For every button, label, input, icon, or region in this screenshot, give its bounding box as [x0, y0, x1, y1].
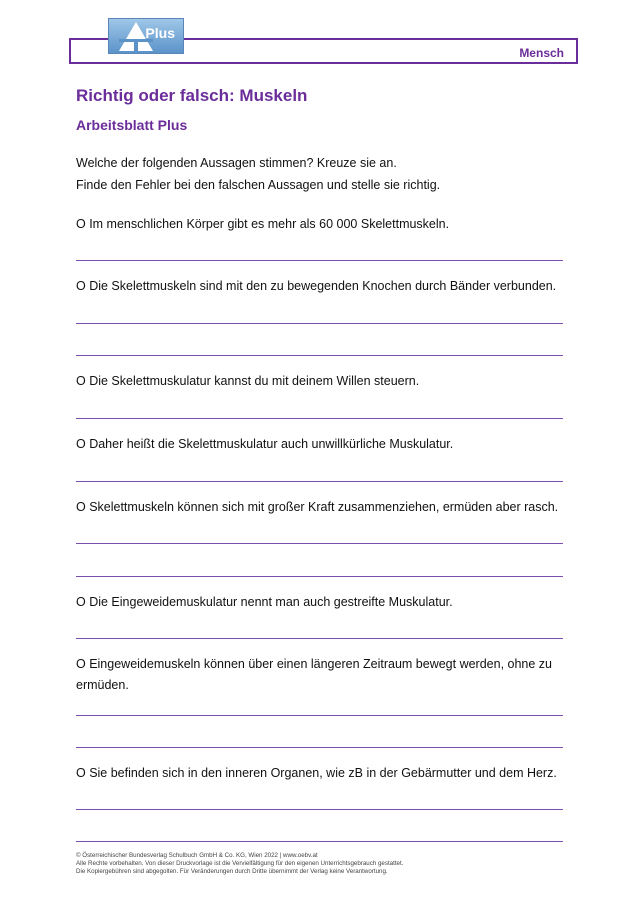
- footer-line: Alle Rechte vorbehalten. Von dieser Druckvorlage ist die Vervielfältigung für den eigenen Unterrichtsgebrauch gestattet.: [76, 860, 404, 867]
- footer-line: Die Kopiergebühren sind abgegolten. Für Veränderungen durch Dritte übernimmt der Verlag keine Verantwortung.: [76, 868, 388, 875]
- answer-line[interactable]: [76, 576, 563, 577]
- logo-stem: [134, 39, 138, 51]
- statement[interactable]: O Die Skelettmuskulatur kannst du mit deinem Willen steuern.: [76, 374, 420, 388]
- plus-logo-icon: [108, 18, 184, 54]
- statement[interactable]: O Im menschlichen Körper gibt es mehr als 60 000 Skelettmuskeln.: [76, 217, 450, 231]
- answer-line[interactable]: [76, 543, 563, 544]
- statement[interactable]: O Skelettmuskeln können sich mit großer Kraft zusammenziehen, ermüden aber rasch.: [76, 500, 559, 514]
- answer-line[interactable]: [76, 355, 563, 356]
- statement[interactable]: O Daher heißt die Skelettmuskulatur auch unwillkürliche Muskulatur.: [76, 437, 454, 451]
- statement[interactable]: O Sie befinden sich in den inneren Organen, wie zB in der Gebärmutter und dem Herz.: [76, 766, 557, 780]
- footer-line: © Österreichischer Bundesverlag Schulbuch GmbH & Co. KG, Wien 2022 | www.oebv.at: [76, 852, 318, 859]
- answer-line[interactable]: [76, 323, 563, 324]
- logo-text: Plus: [145, 25, 175, 41]
- statement[interactable]: O Eingeweidemuskeln können über einen längeren Zeitraum bewegt werden, ohne zu ermüden.: [76, 657, 552, 692]
- instruction-line: Finde den Fehler bei den falschen Aussagen und stelle sie richtig.: [76, 178, 441, 192]
- subject-label: Mensch: [519, 46, 564, 60]
- statement[interactable]: O Die Eingeweidemuskulatur nennt man auch gestreifte Muskulatur.: [76, 595, 453, 609]
- answer-line[interactable]: [76, 481, 563, 482]
- page-title: Richtig oder falsch: Muskeln: [76, 86, 308, 105]
- footer: [76, 852, 403, 876]
- answer-line[interactable]: [76, 638, 563, 639]
- answer-line[interactable]: [76, 841, 563, 842]
- answer-line[interactable]: [76, 260, 563, 261]
- instruction-line: Welche der folgenden Aussagen stimmen? Kreuze sie an.: [76, 156, 397, 170]
- statement[interactable]: O Die Skelettmuskeln sind mit den zu bewegenden Knochen durch Bänder verbunden.: [76, 279, 557, 293]
- answer-line[interactable]: [76, 747, 563, 748]
- answer-line[interactable]: [76, 715, 563, 716]
- answer-line[interactable]: [76, 809, 563, 810]
- answer-line[interactable]: [76, 418, 563, 419]
- page-subtitle: Arbeitsblatt Plus: [76, 117, 188, 133]
